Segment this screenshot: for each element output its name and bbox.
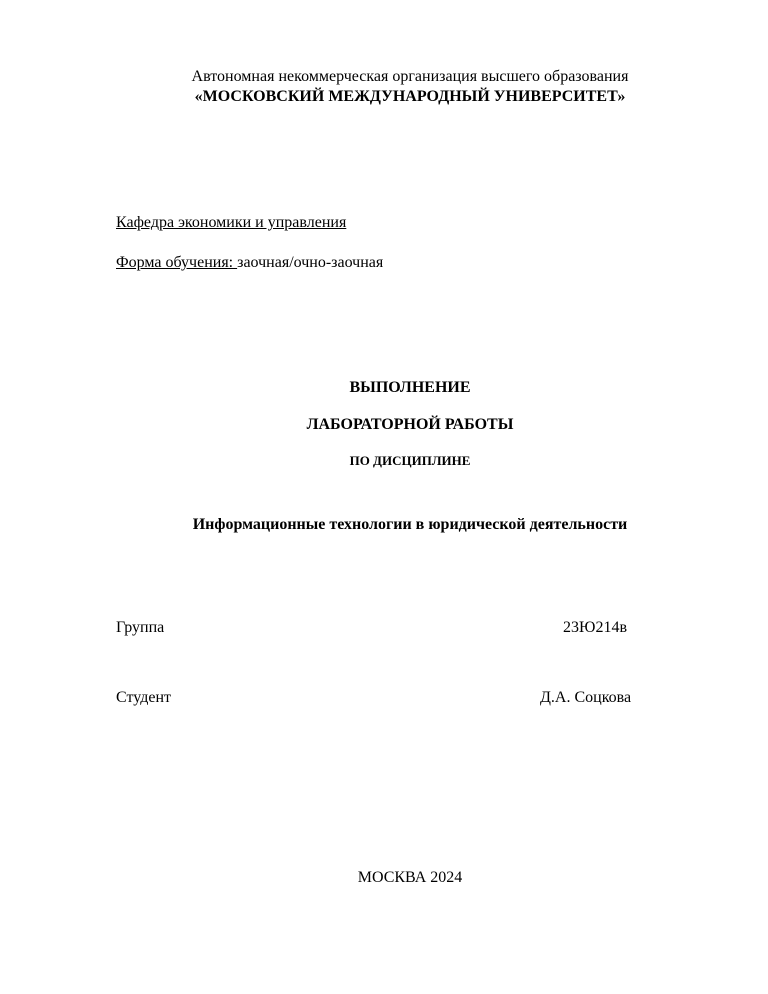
organization-line: Автономная некоммерческая организация высшего образования <box>191 68 629 85</box>
work-title-line-2: ЛАБОРАТОРНОЙ РАБОТЫ <box>306 416 514 433</box>
group-label: Группа <box>116 619 165 636</box>
student-label: Студент <box>116 689 172 706</box>
city-year: МОСКВА 2024 <box>357 869 463 886</box>
department-line: Кафедра экономики и управления <box>116 214 347 231</box>
student-value: Д.А. Соцкова <box>540 689 632 706</box>
discipline-title: Информационные технологии в юридической деятельности <box>192 516 628 533</box>
work-title-line-3: ПО ДИСЦИПЛИНЕ <box>349 453 471 468</box>
work-title-line-1: ВЫПОЛНЕНИЕ <box>349 379 471 396</box>
study-form-line <box>116 253 383 273</box>
group-value: 23Ю214в <box>563 619 627 636</box>
study-form-value: заочная/очно-заочная <box>237 254 384 271</box>
university-name: «МОСКОВСКИЙ МЕЖДУНАРОДНЫЙ УНИВЕРСИТЕТ» <box>194 88 626 105</box>
study-form-label: Форма обучения: <box>116 254 238 271</box>
